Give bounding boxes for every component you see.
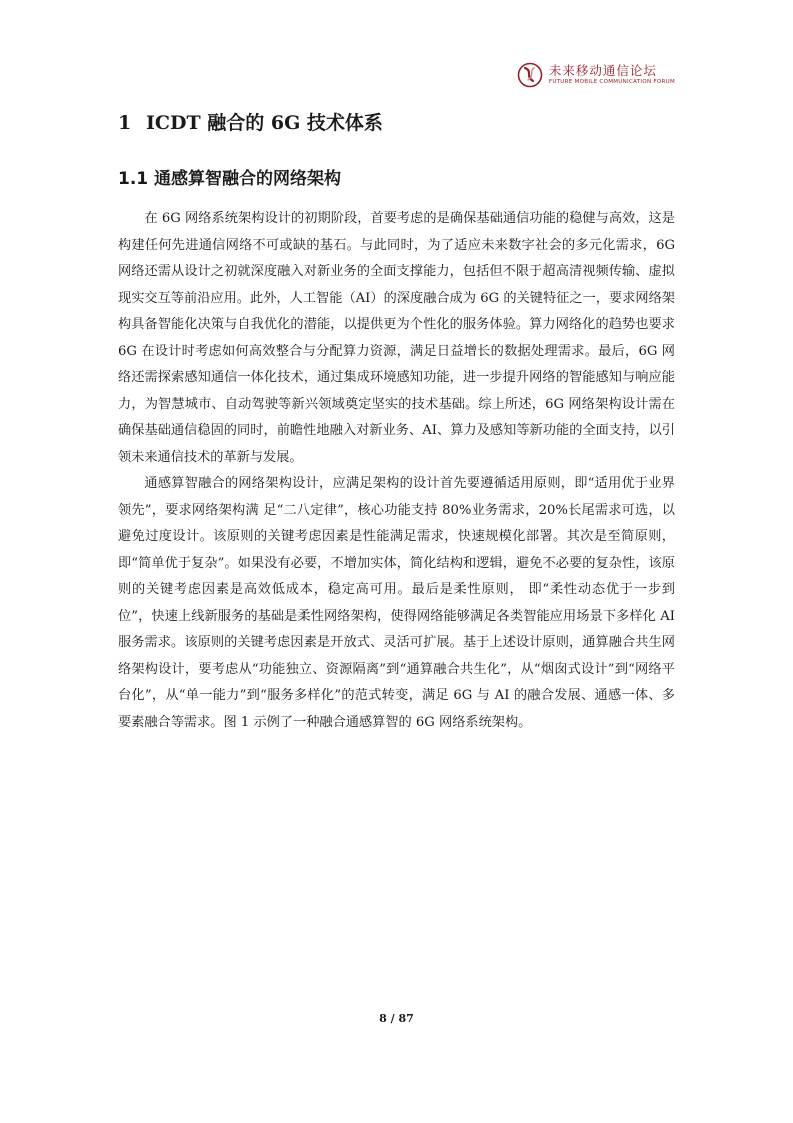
page-number: 8 / 87 [379,1012,414,1025]
section-number: 1 [118,112,132,134]
paragraph: 通感算智融合的网络架构设计，应满足架构的设计首先要遵循适用原则，即“适用优于业界领先”，要求网络架构满 足“二八定律”，核心功能支持 80%业务需求，20%长尾需求可选，以避免过度设计。该原则的关键考虑因素是性能满足需求，快速规模化部署。其次是至简原则，即“简单优于复杂”。如果没有必要，不增加实体，简化结构和逻辑，避免不必要的复杂性，该原则的关键考虑因素是高效低成本，稳定高可用。最后是柔性原则， 即“柔性动态优于一步到位”，快速上线新服务的基础是柔性网络架构，使得网络能够满足各类智能应用场景下多样化 AI 服务需求。该原则的关键考虑因素是开放式、灵活可扩展。基于上述设计原则，通算融合共生网络架构设计，要考虑从“功能独立、资源隔离”到“通算融合共生化”，从“烟囱式设计”到“网络平台化”，从“单一能力”到“服务多样化”的范式转变，满足 6G 与 AI 的融合发展、通感一体、多要素融合等需求。图 1 示例了一种融合通感算智的 6G 网络系统架构。 [118,476,675,730]
fmcf-logo-icon [517,62,543,88]
paragraph: 在 6G 网络系统架构设计的初期阶段，首要考虑的是确保基础通信功能的稳健与高效，这是构建任何先进通信网络不可或缺的基石。与此同时，为了适应未来数字社会的多元化需求，6G 网络还需从设计之初就深度融入对新业务的全面支撑能力，包括但不限于超高清视频传输、虚拟现实交互等前沿应用。此外，人工智能（AI）的深度融合成为 6G 的关键特征之一，要求网络架构具备智能化决策与自我优化的潜能，以提供更为个性化的服务体验。算力网络化的趋势也要求 6G 在设计时考虑如何高效整合与分配算力资源，满足日益增长的数据处理需求。最后，6G 网络还需探索感知通信一体化技术，通过集成环境感知功能，进一步提升网络的智能感知与响应能力，为智慧城市、自动驾驶等新兴领域奠定坚实的技术基础。综上所述，6G 网络架构设计需在确保基础通信稳固的同时，前瞻性地融入对新业务、AI、算力及感知等新功能的全面支持，以引领未来通信技术的革新与发展。 [118,211,675,465]
subsection-heading: 1.1 通感算智融合的网络架构 [118,169,342,189]
header-logo [517,62,675,88]
logo-english-text: FUTURE MOBILE COMMUNICATION FORUM [548,79,675,85]
body-text [118,206,675,736]
section-heading [118,108,383,135]
logo-chinese-text: 未来移动通信论坛 [548,62,657,78]
section-title: ICDT 融合的 6G 技术体系 [146,112,383,134]
